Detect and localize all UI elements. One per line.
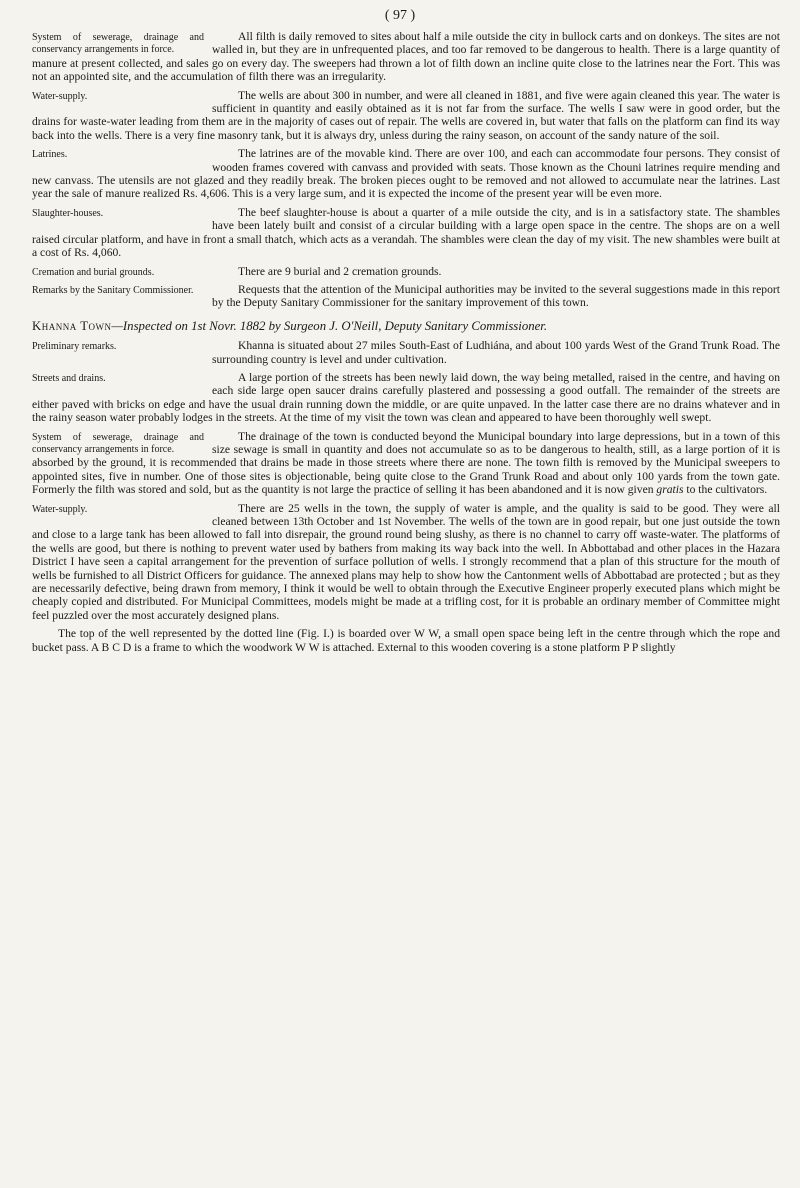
paragraph-streets-text: A large portion of the streets has been newly laid down, the way being metalled, raised in the centre, and having on each side large open saucer drains carefully plastered and possessing a good outfall. The remainder of the streets are either paved with bricks on edge and have the usual drain running down the middle, or are quite unpaved. In the latter case there are no drains whatever and in the rainy season water probably lodges in the streets. At the time of my visit the town was clean and appeared to have been thoroughly well swept. <box>32 370 780 425</box>
margin-heading-sewerage: System of sewerage, drainage and conservancy arrangements in force. <box>32 32 204 55</box>
margin-heading-water-supply-2: Water-supply. <box>32 503 88 515</box>
paragraph-latrines-text: The latrines are of the movable kind. There are over 100, and each can accommodate four persons. They consist of wooden frames covered with canvass and provided with seats. Those known as the Chouni latrines require mending and new canvass. The utensils are not glazed and they readily break. The broken pieces ought to be removed and not allowed to accumulate near the latrines. Last year the sale of manure realized Rs. 4,606. This is a very large sum, and it is expected the income of the present year will be even more. <box>32 147 780 201</box>
paragraph-remarks-text: Requests that the attention of the Municipal authorities may be invited to the several suggestions made in this report by the Deputy Sanitary Commissioner for the sanitary improvement of this town. <box>212 282 780 310</box>
paragraph-water-2 <box>32 502 780 623</box>
gratis-word: gratis <box>656 483 684 497</box>
paragraph-drainage-text: The drainage of the town is conducted beyond the Municipal boundary into large depressions, but in a town of this size sewage is small in quantity and does not accumulate so as to be dangerous to health, still, as a large portion of it is absorbed by the ground, it is recommended that drains be made in those streets where there are none. The town filth is removed by the Municipal sweepers to appointed sites, five in number. One of those sites is objectionable, being quite close to the Grand Trunk Road and about only 100 yards from the town gate. Formerly the filth was stored and sold, but as the quantity is not large the practice of selling it has been abandoned and it is now given <box>32 429 780 497</box>
paragraph-well-top-text: The top of the well represented by the dotted line (Fig. I.) is boarded over W W, a small open space being left in the centre through which the rope and bucket pass. A B C D is a frame to which the woodwork W W is attached. External to this wooden covering is a stone platform P P slightly <box>32 627 780 654</box>
paragraph-drainage-end: to the cultivators. <box>683 483 768 497</box>
paragraph-streets <box>32 371 780 425</box>
paragraph-cremation <box>32 265 780 278</box>
margin-heading-streets: Streets and drains. <box>32 372 106 384</box>
paragraph-water-2-text: There are 25 wells in the town, the supply of water is ample, and the quality is said to be good. They were all cleaned between 13th October and 1st November. The wells of the town are in good repair, but one just outside the town and close to a large tank has been allowed to fall into disrepair, the ground round being slushy, as there is no channel to carry off waste-water. The platforms of the wells are good, but there is nothing to prevent water used by bathers from making its way back into the well. In Abbottabad and other places in the Hazara District I have seen a capital arrangement for the prevention of surface pollution of wells. I strongly recommend that a plan of this structure for the mouth of wells be furnished to all District Officers for guidance. The annexed plans may help to show how the Cantonment wells of Abbottabad are protected ; but as they are necessarily defective, being drawn from memory, I think it would be well to obtain through the Executive Engineer properly executed plans which might be cheaply copied and distributed. For Municipal Committees, models might be made at a trifling cost, for it is probable an ordinary member of Committee might feel puzzled over the most accurately designed plans. <box>32 501 780 622</box>
section-remarks <box>32 283 780 310</box>
margin-heading-slaughter: Slaughter-houses. <box>32 207 104 219</box>
section-latrines <box>32 147 780 201</box>
section-cremation <box>32 265 780 278</box>
section-filth <box>32 30 780 84</box>
section-drainage <box>32 430 780 497</box>
paragraph-drainage <box>32 430 780 497</box>
paragraph-well-top <box>32 627 780 654</box>
section-water-supply <box>32 89 780 143</box>
margin-heading-cremation: Cremation and burial grounds. <box>32 266 155 278</box>
page-number: ( 97 ) <box>384 8 416 23</box>
paragraph-wells <box>32 89 780 143</box>
paragraph-preliminary <box>32 339 780 366</box>
paragraph-cremation-text: There are 9 burial and 2 cremation grounds. <box>238 264 442 278</box>
report-title-town: Khanna Town <box>32 318 112 333</box>
margin-heading-remarks: Remarks by the Sanitary Commissioner. <box>32 284 194 296</box>
margin-heading-preliminary: Preliminary remarks. <box>32 341 117 353</box>
margin-heading-water-supply: Water-supply. <box>32 90 88 102</box>
section-slaughter <box>32 206 780 260</box>
margin-heading-latrines: Latrines. <box>32 149 68 161</box>
section-preliminary <box>32 339 780 366</box>
paragraph-wells-text: The wells are about 300 in number, and were all cleaned in 1881, and five were again cleaned this year. The water is sufficient in quantity and easily obtained as it is not far from the surface. The wells I saw were in good order, but the drains for waste-water leading from them are in the majority of cases out of repair. The wells are covered in, but water that falls on the platform can find its way back into the wells. There is a very fine masonry tank, but it is always dry, unless during the rainy season, on account of the sandy nature of the soil. <box>32 88 780 142</box>
paragraph-preliminary-text: Khanna is situated about 27 miles South-East of Ludhiána, and about 100 yards West of the Grand Trunk Road. The surrounding country is level and under cultivation. <box>212 339 780 366</box>
margin-heading-system: System of sewerage, drainage and conservancy arrangements in force. <box>32 431 204 455</box>
section-streets <box>32 371 780 425</box>
section-water-supply-2 <box>32 502 780 654</box>
paragraph-latrines <box>32 147 780 201</box>
paragraph-filth-text: All filth is daily removed to sites about half a mile outside the city in bullock carts and on donkeys. The sites are not walled in, but they are in unfrequented places, and too far removed to be dangerous to health. There is a large quantity of manure at present collected, and sales go on every day. The sweepers had thrown a lot of filth down an incline quite close to the latrines near the Fort. This was not an appointed site, and the accumulation of filth there was an irregularity. <box>32 30 780 84</box>
document-body <box>32 30 780 659</box>
paragraph-remarks <box>32 283 780 310</box>
report-title-details: —Inspected on 1st Novr. 1882 by Surgeon J. O'Neill, Deputy Sanitary Commissioner. <box>111 318 548 333</box>
report-title <box>32 320 780 333</box>
paragraph-slaughter <box>32 206 780 260</box>
paragraph-filth <box>32 30 780 84</box>
paragraph-slaughter-text: The beef slaughter-house is about a quarter of a mile outside the city, and is in a satisfactory state. The shambles have been lately built and consist of a circular building with a large open space in the centre. The shops are on a well raised circular platform, and have in front a small thatch, which acts as a verandah. The shambles were clean the day of my visit. The new shambles were built at a cost of Rs. 4,060. <box>32 205 780 260</box>
